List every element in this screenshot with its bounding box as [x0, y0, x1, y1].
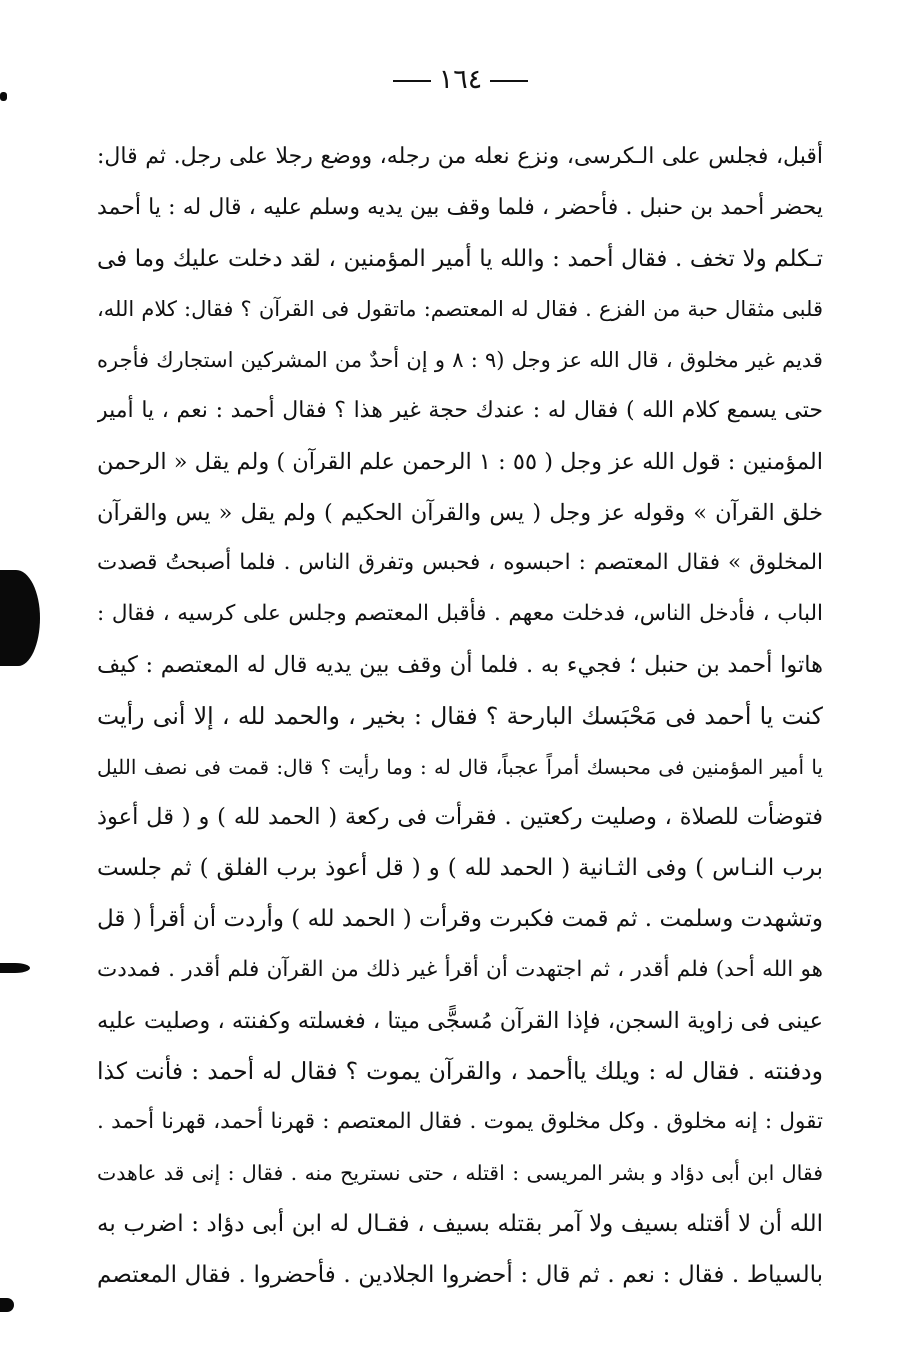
text-line-20: تقول : إنه مخلوق . وكل مخلوق يموت . فقال المعتصم : قهرنا أحمد، قهرنا أحمد .	[97, 1109, 823, 1135]
text-line-1: أقبل، فجلس على الـكرسى، ونزع نعله من رجله، ووضع رجلا على رجل. ثم قال:	[97, 144, 823, 169]
scan-blot	[0, 570, 40, 666]
scan-blot	[0, 92, 7, 101]
text-line-19: ودفنته . فقال له : ويلك ياأحمد ، والقرآن يموت ؟ فقال له أحمد : فأنت كذا	[97, 1057, 823, 1086]
scan-blot	[0, 963, 30, 973]
text-line-15: برب النـاس ) وفى الثـانية ( الحمد لله ) و ( قل أعوذ برب الفلق ) ثم جلست	[97, 855, 823, 882]
text-line-2: يحضر أحمد بن حنبل . فأحضر ، فلما وقف بين يديه وسلم عليه ، قال له : يا أحمد	[97, 194, 823, 220]
text-body	[97, 132, 823, 1300]
text-line-8: خلق القرآن » وقوله عز وجل ( يس والقرآن الحكيم ) ولم يقل « يس والقرآن	[97, 499, 823, 526]
text-line-4: قلبى مثقال حبة من الفزع . فقال له المعتصم: ماتقول فى القرآن ؟ فقال: كلام الله،	[97, 297, 823, 322]
text-line-10: الباب ، فأدخل الناس، فدخلت معهم . فأقبل المعتصم وجلس على كرسيه ، فقال :	[97, 601, 823, 627]
page-number	[0, 64, 921, 95]
scan-blot	[0, 1298, 14, 1312]
page-number-dash-left	[393, 80, 431, 82]
text-line-14: فتوضأت للصلاة ، وصليت ركعتين . فقرأت فى ركعة ( الحمد لله ) و ( قل أعوذ	[97, 804, 823, 831]
text-line-3: تـكلم ولا تخف . فقال أحمد : والله يا أمير المؤمنين ، لقد دخلت عليك وما فى	[97, 245, 823, 272]
text-line-21: فقال ابن أبى دؤاد و بشر المريسى : اقتله ، حتى نستريح منه . فقال : إنى قد عاهدت	[97, 1160, 823, 1185]
text-line-13: يا أمير المؤمنين فى محبسك أمراً عجباً، قال له : وما رأيت ؟ قال: قمت فى نصف الليل	[97, 754, 823, 779]
text-line-11: هاتوا أحمد بن حنبل ؛ فجيء به . فلما أن وقف بين يديه قال له المعتصم : كيف	[97, 651, 823, 678]
text-line-23: بالسياط . فقال : نعم . ثم قال : أحضروا الجلادين . فأحضروا . فقال المعتصم	[97, 1261, 823, 1288]
text-line-9: المخلوق » فقال المعتصم : احبسوه ، فحبس وتفرق الناس . فلما أصبحتُ قصدت	[97, 550, 823, 576]
text-line-22: الله أن لا أقتله بسيف ولا آمر بقتله بسيف ، فقـال له ابن أبى دؤاد : اضرب به	[97, 1210, 823, 1237]
text-line-18: عينى فى زاوية السجن، فإذا القرآن مُسجًّى ميتا ، فغسلته وكفنته ، وصليت عليه	[97, 1007, 823, 1034]
text-line-7: المؤمنين : قول الله عز وجل ( ٥٥ : ١ الرحمن علم القرآن ) ولم يقل « الرحمن	[97, 448, 823, 475]
text-line-16: وتشهدت وسلمت . ثم قمت فكبرت وقرأت ( الحمد لله ) وأردت أن أقرأ ( قل	[97, 905, 823, 932]
page-number-text: ١٦٤	[438, 64, 483, 95]
text-line-12: كنت يا أحمد فى مَحْبَسك البارحة ؟ فقال : بخير ، والحمد لله ، إلا أنى رأيت	[97, 701, 823, 730]
text-line-6: حتى يسمع كلام الله ) فقال له : عندك حجة غير هذا ؟ فقال أحمد : نعم ، يا أمير	[97, 397, 823, 423]
text-line-17: هو الله أحد) فلم أقدر ، ثم اجتهدت أن أقرأ غير ذلك من القرآن فلم أقدر . فمددت	[97, 956, 823, 982]
text-line-5: قديم غير مخلوق ، قال الله عز وجل (٩ : ٨ و إن أحدٌ من المشركين استجارك فأجره	[97, 348, 823, 373]
page-number-dash-right	[490, 80, 528, 82]
